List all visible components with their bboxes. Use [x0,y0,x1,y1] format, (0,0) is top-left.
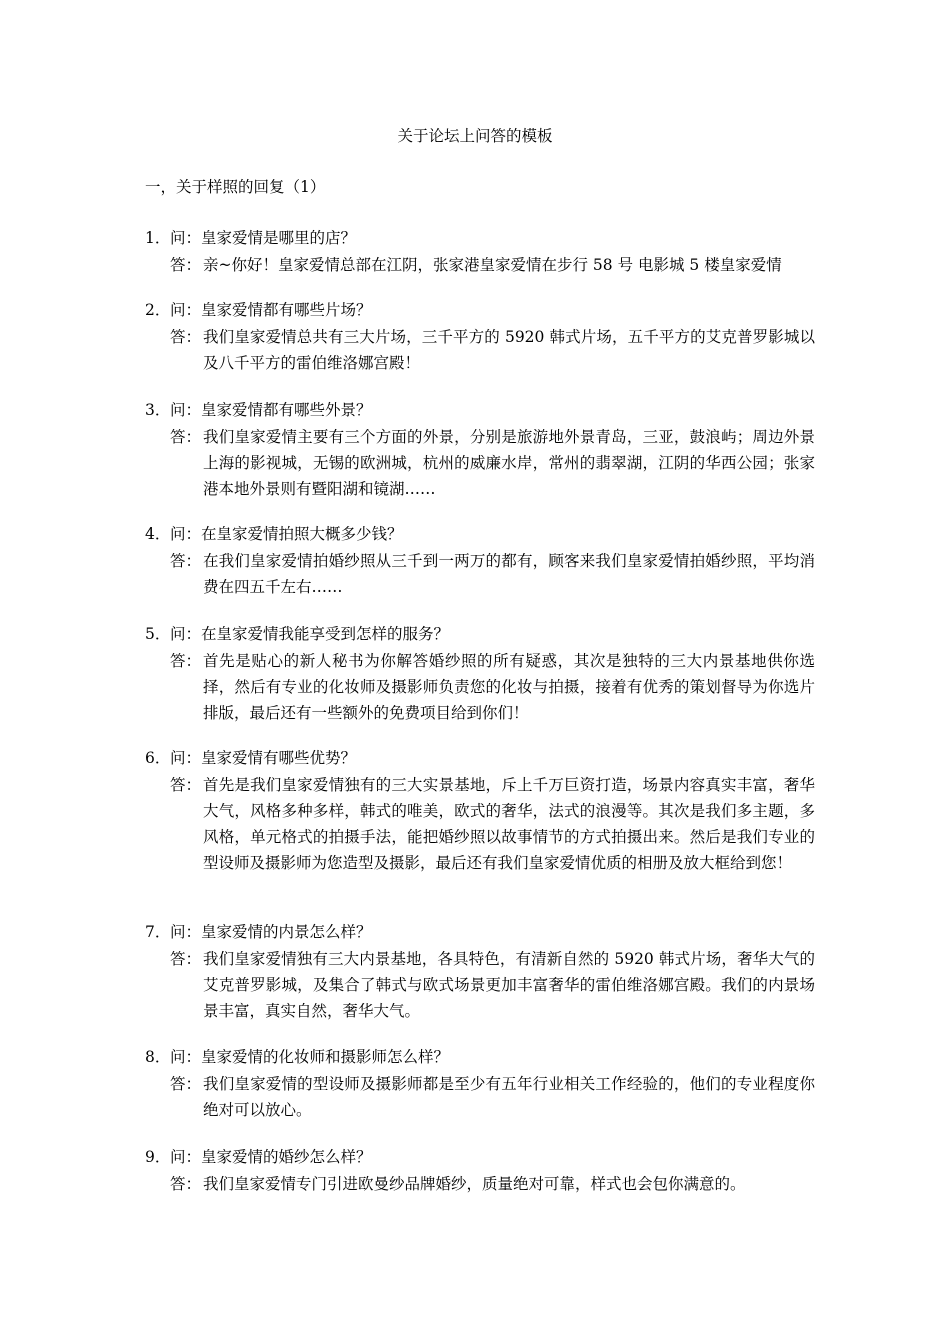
answer-text: 在我们皇家爱情拍婚纱照从三千到一两万的都有，顾客来我们皇家爱情拍婚纱照，平均消费在四五千左右…… [203,552,815,596]
question-line [145,1043,815,1071]
item-number: 9． [145,1148,171,1166]
answer-block [145,324,815,376]
answer-text: 我们皇家爱情独有三大内景基地，各具特色，有清新自然的 5920 韩式片场，奢华大气的艾克普罗影城，及集合了韩式与欧式场景更加丰富奢华的雷伯维洛娜宫殿。我们的内景场景丰富，真实自然，奢华大气。 [203,950,815,1020]
item-number: 8． [145,1048,171,1066]
qa-item [145,396,815,502]
answer-label: 答： [170,1075,202,1093]
answer-block [145,946,815,1024]
answer-label: 答： [170,256,202,274]
qa-item [145,224,815,278]
item-number: 2． [145,301,171,319]
answer-text: 我们皇家爱情的型设师及摄影师都是至少有五年行业相关工作经验的，他们的专业程度你绝对可以放心。 [203,1075,815,1119]
item-number: 3． [145,401,171,419]
qa-item [145,620,815,726]
question-line [145,1143,815,1171]
answer-block [145,548,815,600]
answer-text: 我们皇家爱情总共有三大片场，三千平方的 5920 韩式片场，五千平方的艾克普罗影城以及八千平方的雷伯维洛娜宫殿！ [203,328,815,372]
answer-block [145,648,815,726]
question-text: 问：皇家爱情有哪些优势？ [170,749,357,767]
question-text: 问：皇家爱情的婚纱怎么样？ [170,1148,372,1166]
question-text: 问：皇家爱情的内景怎么样？ [170,923,372,941]
section-heading: 一，关于样照的回复（1） [145,178,326,196]
qa-item [145,296,815,376]
item-number: 4． [145,525,171,543]
question-text: 问：在皇家爱情拍照大概多少钱？ [170,525,403,543]
question-line [145,744,815,772]
item-number: 7． [145,923,171,941]
qa-item [145,1043,815,1123]
question-line [145,620,815,648]
answer-label: 答： [170,652,202,670]
answer-block [145,252,815,278]
document-title: 关于论坛上问答的模板 [397,127,553,145]
question-text: 问：皇家爱情都有哪些片场？ [170,301,372,319]
answer-text: 我们皇家爱情主要有三个方面的外景，分别是旅游地外景青岛，三亚，鼓浪屿；周边外景上海的影视城，无锡的欧洲城，杭州的威廉水岸，常州的翡翠湖，江阴的华西公园；张家港本地外景则有暨阳湖和镜湖…… [203,428,815,498]
question-text: 问：皇家爱情都有哪些外景？ [170,401,372,419]
answer-label: 答： [170,1175,202,1193]
answer-label: 答： [170,776,202,794]
qa-item [145,918,815,1024]
question-line [145,918,815,946]
qa-item [145,744,815,876]
qa-item [145,1143,815,1197]
question-line [145,224,815,252]
answer-text: 首先是贴心的新人秘书为你解答婚纱照的所有疑惑，其次是独特的三大内景基地供你选择，然后有专业的化妆师及摄影师负责您的化妆与拍摄，接着有优秀的策划督导为你选片排版，最后还有一些额外的免费项目给到你们！ [203,652,815,722]
answer-text: 首先是我们皇家爱情独有的三大实景基地，斥上千万巨资打造，场景内容真实丰富，奢华大气，风格多种多样，韩式的唯美，欧式的奢华，法式的浪漫等。其次是我们多主题，多风格，单元格式的拍摄手法，能把婚纱照以故事情节的方式拍摄出来。然后是我们专业的型设师及摄影师为您造型及摄影，最后还有我们皇家爱情优质的相册及放大框给到您！ [203,776,815,872]
answer-text: 我们皇家爱情专门引进欧曼纱品牌婚纱，质量绝对可靠，样式也会包你满意的。 [203,1175,746,1193]
qa-item [145,520,815,600]
answer-label: 答： [170,428,202,446]
answer-block [145,424,815,502]
question-line [145,296,815,324]
answer-block [145,1171,815,1197]
item-number: 1． [145,229,171,247]
item-number: 5． [145,625,171,643]
question-text: 问：在皇家爱情我能享受到怎样的服务？ [170,625,450,643]
answer-block [145,772,815,876]
answer-label: 答： [170,552,202,570]
answer-text: 亲~你好！皇家爱情总部在江阴，张家港皇家爱情在步行 58 号 电影城 5 楼皇家爱情 [203,256,782,274]
question-line [145,520,815,548]
question-line [145,396,815,424]
answer-block [145,1071,815,1123]
answer-label: 答： [170,950,202,968]
answer-label: 答： [170,328,202,346]
question-text: 问：皇家爱情的化妆师和摄影师怎么样？ [170,1048,450,1066]
question-text: 问：皇家爱情是哪里的店？ [170,229,357,247]
item-number: 6． [145,749,171,767]
